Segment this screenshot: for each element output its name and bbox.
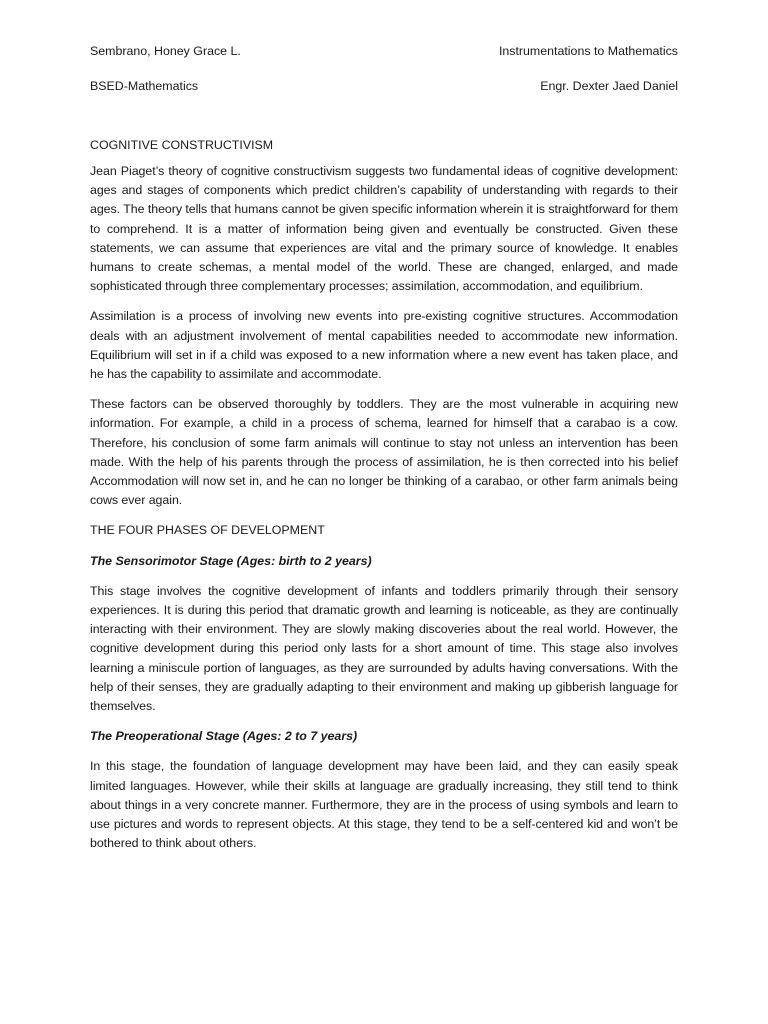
subheading-preoperational: The Preoperational Stage (Ages: 2 to 7 years) (90, 729, 358, 744)
section-title-cognitive: COGNITIVE CONSTRUCTIVISM (90, 138, 274, 152)
paragraph-sensorimotor: This stage involves the cognitive development of infants and toddlers primarily through their sensory experiences. It is during this period that dramatic growth and learning is noticeable, as they are continually interacting with their environment. They are slowly making discoveries about the real world. However, the cognitive development during this period only lasts for a short amount of time. This stage also involves learning a miniscule portion of languages, as they are surrounded by adults having conversations. With the help of their senses, they are gradually adapting to their environment and making up gibberish language for themselves. (90, 583, 678, 714)
paragraph-preoperational: In this stage, the foundation of language development may have been laid, and they can easily speak limited languages. However, while their skills at language are gradually increasing, they still tend to think about things in a very concrete manner. Furthermore, they are in the process of using symbols and learn to use pictures and words to represent objects. At this stage, they tend to be a self-centered kid and won’t be bothered to think about others. (90, 759, 678, 851)
paragraph-intro: Jean Piaget’s theory of cognitive constructivism suggests two fundamental ideas of cognitive development: ages and stages of components which predict children’s capability of understanding with regards to their ages. The theory tells that humans cannot be given specific information wherein it is straightforward for them to comprehend. It is a matter of information being given and eventually be constructed. Given these statements, we can assume that experiences are vital and the primary source of knowledge. It enables humans to create schemas, a mental model of the world. These are changed, enlarged, and made sophisticated through three complementary processes; assimilation, accommodation, and equilibrium. (90, 164, 678, 294)
program-name: BSED-Mathematics (90, 79, 199, 93)
author-name: Sembrano, Honey Grace L. (90, 44, 241, 58)
document-page (90, 42, 678, 854)
subheading-sensorimotor: The Sensorimotor Stage (Ages: birth to 2 years) (90, 553, 372, 568)
section-title-phases: THE FOUR PHASES OF DEVELOPMENT (90, 523, 325, 538)
course-name: Instrumentations to Mathematics (498, 44, 678, 58)
paragraph-assimilation: Assimilation is a process of involving new events into pre-existing cognitive structures. Accommodation deals with an adjustment involvement of mental capabilities needed to accommodate new information. Equilibrium will set in if a child was exposed to a new information where a new event has taken place, and he has the capability to assimilate and accommodate. (90, 309, 678, 382)
header-row-2 (90, 77, 678, 96)
header-row-1 (90, 42, 678, 61)
paragraph-factors: These factors can be observed thoroughly by toddlers. They are the most vulnerable in acquiring new information. For example, a child in a process of schema, learned for himself that a carabao is a cow. Therefore, his conclusion of some farm animals will continue to stay not unless an intervention has been made. With the help of his parents through the process of assimilation, he is then corrected into his belief Accommodation will now set in, and he can no longer be thinking of a carabao, or other farm animals being cows ever again. (90, 397, 678, 508)
instructor-name: Engr. Dexter Jaed Daniel (540, 79, 678, 93)
